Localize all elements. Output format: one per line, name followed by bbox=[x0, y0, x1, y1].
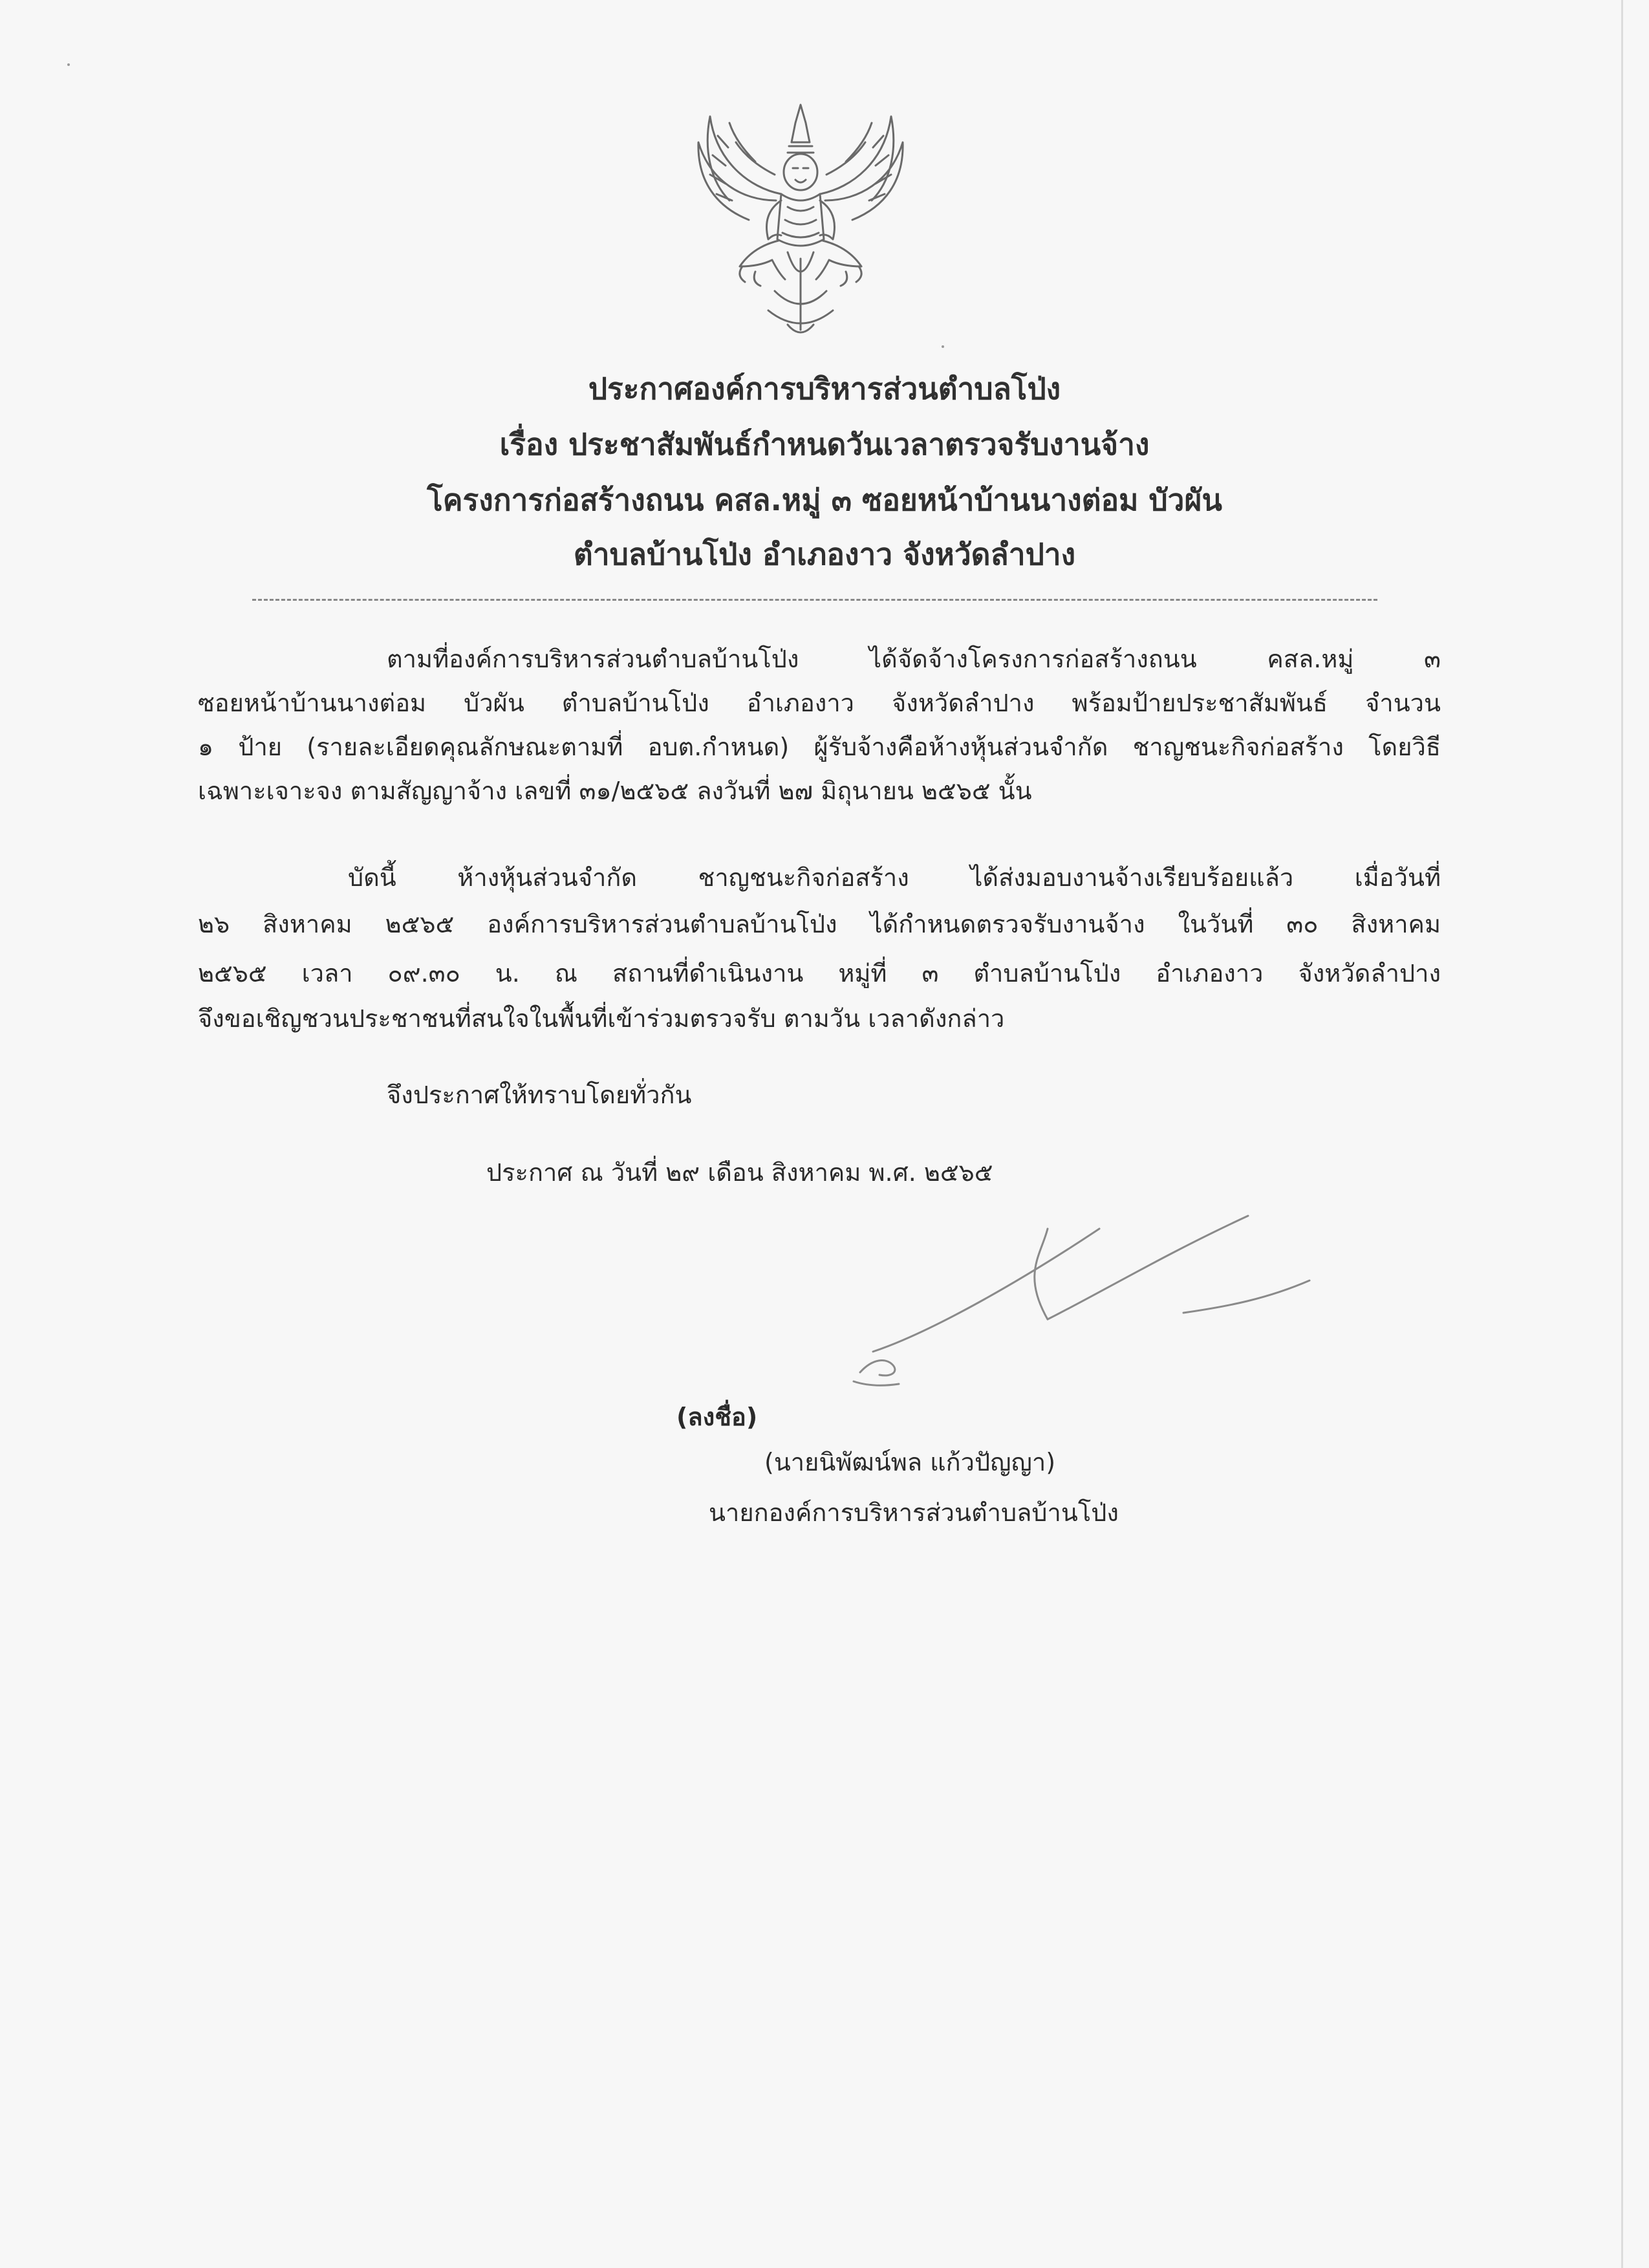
divider bbox=[252, 599, 1377, 601]
scan-speck bbox=[942, 345, 944, 348]
heading-project: โครงการก่อสร้างถนน คสล.หมู่ ๓ ซอยหน้าบ้านนางต่อม บัวผัน bbox=[427, 482, 1222, 517]
heading-line: ประกาศองค์การบริหารส่วนตำบลโป่ง bbox=[588, 371, 1061, 406]
heading-subject: เรื่อง ประชาสัมพันธ์กำหนดวันเวลาตรวจรับงานจ้าง bbox=[499, 427, 1150, 462]
garuda-emblem-icon bbox=[691, 97, 911, 343]
paragraph-line: ๒๖ สิงหาคม ๒๕๖๕ องค์การบริหารส่วนตำบลบ้านโป่ง ได้กำหนดตรวจรับงานจ้าง ในวันที่ ๓๐ สิงหาคม bbox=[198, 910, 1441, 938]
paragraph-line: ซอยหน้าบ้านนางต่อม บัวผัน ตำบลบ้านโป่ง อำเภองาว จังหวัดลำปาง พร้อมป้ายประชาสัมพันธ์ จำนวน bbox=[198, 689, 1441, 717]
closing-statement: จึงประกาศให้ทราบโดยทั่วกัน bbox=[387, 1081, 692, 1109]
scan-speck bbox=[67, 63, 70, 66]
paragraph-line: เฉพาะเจาะจง ตามสัญญาจ้าง เลขที่ ๓๑/๒๕๖๕ ลงวันที่ ๒๗ มิถุนายน ๒๕๖๕ นั้น bbox=[198, 777, 1032, 805]
paragraph-line: บัดนี้ ห้างหุ้นส่วนจำกัด ชาญชนะกิจก่อสร้าง ได้ส่งมอบงานจ้างเรียบร้อยแล้ว เมื่อวันที่ bbox=[348, 863, 1441, 892]
announcement-date: ประกาศ ณ วันที่ ๒๙ เดือน สิงหาคม พ.ศ. ๒๕๖๕ bbox=[486, 1158, 993, 1187]
paragraph-line: จึงขอเชิญชวนประชาชนที่สนใจในพื้นที่เข้าร่วมตรวจรับ ตามวัน เวลาดังกล่าว bbox=[198, 1004, 1005, 1033]
paragraph-line: ๒๕๖๕ เวลา ๐๙.๓๐ น. ณ สถานที่ดำเนินงาน หมู่ที่ ๓ ตำบลบ้านโป่ง อำเภองาว จังหวัดลำปาง bbox=[198, 959, 1441, 988]
paragraph-line: ตามที่องค์การบริหารส่วนตำบลบ้านโป่ง ได้จัดจ้างโครงการก่อสร้างถนน คสล.หมู่ ๓ bbox=[387, 645, 1441, 673]
heading-location: ตำบลบ้านโป่ง อำเภองาว จังหวัดลำปาง bbox=[573, 537, 1076, 572]
scan-edge-line bbox=[1621, 0, 1623, 2268]
signature-label: (ลงชื่อ) bbox=[676, 1403, 758, 1431]
paragraph-line: ๑ ป้าย (รายละเอียดคุณลักษณะตามที่ อบต.กำหนด) ผู้รับจ้างคือห้างหุ้นส่วนจำกัด ชาญชนะกิจก่อสร้าง โดยวิธี bbox=[198, 733, 1441, 761]
handwritten-signature bbox=[828, 1203, 1332, 1423]
signer-title: นายกองค์การบริหารส่วนตำบลบ้านโป่ง bbox=[709, 1498, 1119, 1527]
signer-name: (นายนิพัฒน์พล แก้วปัญญา) bbox=[764, 1448, 1056, 1476]
